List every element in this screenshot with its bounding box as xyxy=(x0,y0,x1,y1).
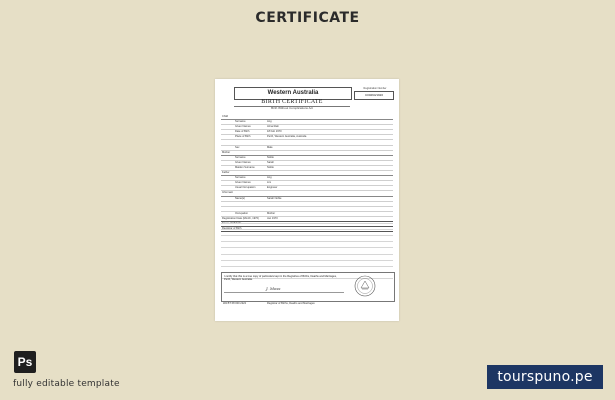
official-seal-icon xyxy=(354,275,376,297)
field-label: Sex xyxy=(235,145,240,149)
field-value: Ang xyxy=(267,176,272,180)
registration-label: Registration Date (Month, 1970) xyxy=(222,216,259,220)
field-value: Sarah xyxy=(267,160,274,164)
field-value: Noble xyxy=(267,165,274,169)
certificate-fields xyxy=(221,115,393,232)
field-value: Mother xyxy=(267,211,276,215)
field-label: Given Names xyxy=(235,160,251,164)
signature-line xyxy=(224,292,344,293)
registration-number: C00294/1920 xyxy=(354,91,394,100)
field-label: Maiden Surname xyxy=(235,165,255,169)
registration-value: Jan 1970 xyxy=(267,216,278,220)
field-value: Noble xyxy=(267,155,274,159)
certificate-state: Western Australia xyxy=(234,87,352,100)
field-value: Engineer xyxy=(267,186,278,190)
page-title: CERTIFICATE xyxy=(255,10,360,26)
field-value: Alma Rain xyxy=(267,125,279,129)
section-heading: Father xyxy=(222,171,230,175)
field-label: Usual Occupation xyxy=(235,186,256,190)
photoshop-icon: Ps xyxy=(14,351,36,373)
field-label: Surname xyxy=(235,120,246,124)
field-label: Given Names xyxy=(235,181,251,185)
certificate-subtitle: Birth Without Complications Act xyxy=(271,106,313,110)
field-label: Surname xyxy=(235,176,246,180)
certificate-title: BIRTH CERTIFICATE xyxy=(234,99,350,107)
blank-lines xyxy=(221,218,393,279)
registration-number-label: Registration Number xyxy=(363,87,387,90)
field-label: Date of Birth xyxy=(235,130,250,134)
field-value: Male xyxy=(267,145,273,149)
field-value: 18 Feb 1970 xyxy=(267,130,282,134)
certification-text: I certify that this is a true copy of particulars kept in the Registries of Births, Deaths and Marriages, Perth, Western Australia. xyxy=(224,275,337,282)
field-value: Lim xyxy=(267,181,272,185)
field-label: Place of Birth xyxy=(235,135,251,139)
brand-badge[interactable]: tourspuno.pe xyxy=(487,365,603,389)
certificate-document xyxy=(215,79,399,321)
certification-block xyxy=(221,272,395,302)
field-label: Occupation xyxy=(235,211,249,215)
field-label: Surname xyxy=(235,155,246,159)
field-label: Name(s) xyxy=(235,196,245,200)
certificate-footer-code: WA BT 68 000 2222 xyxy=(223,302,247,305)
section-heading: Child xyxy=(222,115,228,118)
registrar-signature: J. Moss xyxy=(266,286,281,291)
certificate-footer-registrar: Registrar of Births, Deaths and Marriages xyxy=(267,302,315,305)
field-value: Sarah Noble xyxy=(267,196,282,200)
registration-label: Registrar of Birth xyxy=(222,227,242,231)
field-label: Given Names xyxy=(235,125,251,129)
field-value: Ang xyxy=(267,120,272,124)
field-value: Perth, Western Australia, Australia xyxy=(267,135,307,139)
section-heading: Mother xyxy=(222,150,231,154)
editable-caption: fully editable template xyxy=(13,379,120,389)
registration-label: Name of Midwife xyxy=(222,221,242,225)
section-heading: Informant xyxy=(222,191,233,195)
